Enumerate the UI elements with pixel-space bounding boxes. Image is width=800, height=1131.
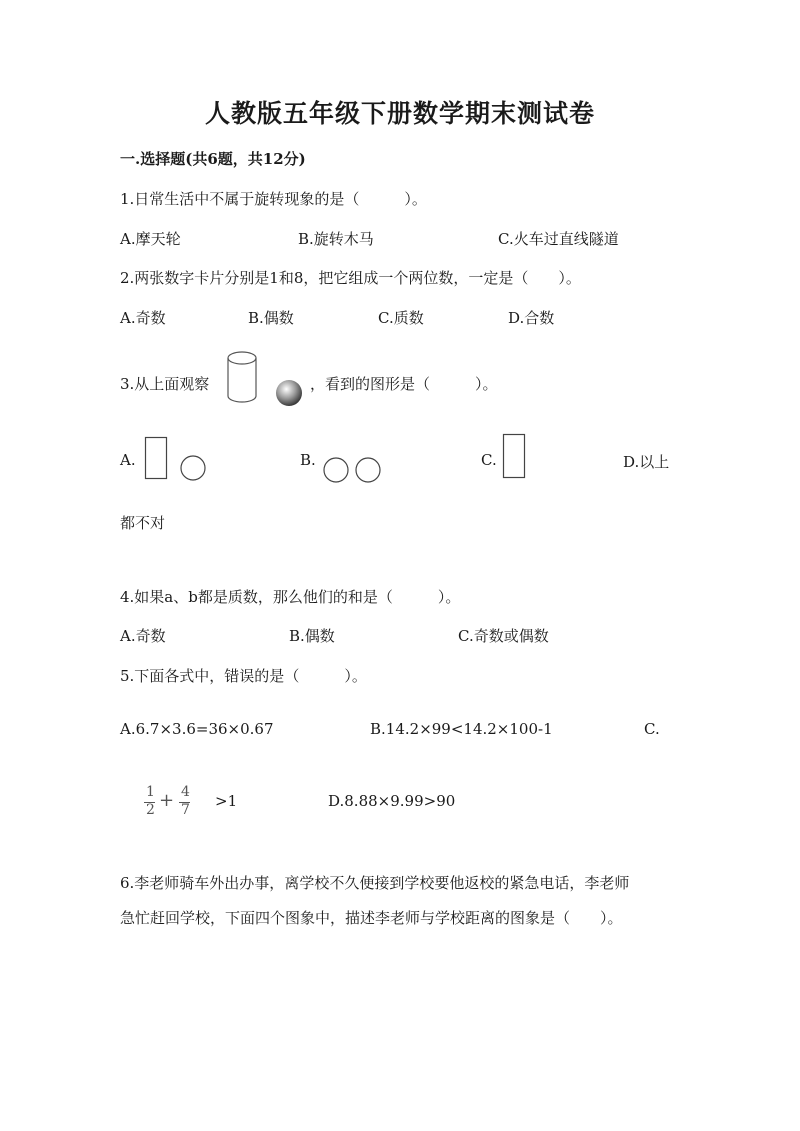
question-4-option-c: C.奇数或偶数 [458,627,549,645]
question-2-option-a: A.奇数 [120,309,166,327]
cylinder-figure [222,348,262,408]
fraction-2-numerator: 4 [181,784,190,800]
question-4-option-a: A.奇数 [120,627,166,645]
fraction-1-numerator: 1 [146,784,155,800]
fraction-1-denominator: 2 [146,802,155,818]
question-1-text: 1.日常生活中不属于旋转现象的是（ ）。 [120,190,427,208]
question-5-option-a: A.6.7×3.6=36×0.67 [120,720,274,738]
plus-sign: + [159,790,175,811]
question-2-option-d: D.合数 [508,309,555,327]
question-3-option-d: D.以上 [623,453,670,471]
page-title: 人教版五年级下册数学期末测试卷 [204,99,595,128]
question-1-option-b: B.旋转木马 [298,230,374,248]
question-3-option-c: C. [481,451,497,469]
option-c-figure [502,433,528,481]
fraction-expression [143,784,193,822]
question-5-text: 5.下面各式中，错误的是（ ）。 [120,667,367,685]
section-title: 一.选择题(共6题，共12分) [120,150,306,168]
question-5-option-b: B.14.2×99<14.2×100-1 [370,720,553,738]
sphere-figure [274,378,304,408]
question-3-option-d-continued: 都不对 [120,514,166,532]
question-3-option-a: A. [120,451,136,469]
question-3-option-b: B. [300,451,316,469]
question-2-option-c: C.质数 [378,309,424,327]
question-1-option-c: C.火车过直线隧道 [498,230,619,248]
question-2-option-b: B.偶数 [248,309,294,327]
question-3-text-after: ，看到的图形是（ ）。 [310,375,498,393]
fraction-2-denominator: 7 [181,802,190,818]
question-5-option-c: C. [644,720,660,738]
question-3-text-before: 3.从上面观察 [120,375,210,393]
option-a-figure [144,436,210,482]
question-1-option-a: A.摩天轮 [120,230,181,248]
question-6-text-line-2: 急忙赶回学校，下面四个图象中，描述李老师与学校距离的图象是（ ）。 [120,909,623,927]
question-2-text: 2.两张数字卡片分别是1和8，把它组成一个两位数，一定是（ ）。 [120,269,581,287]
option-b-figure [322,456,384,484]
question-4-text: 4.如果a、b都是质数，那么他们的和是（ ）。 [120,588,461,606]
question-4-option-b: B.偶数 [289,627,335,645]
fraction-comparison: >1 [215,792,238,810]
question-5-option-d: D.8.88×9.99>90 [328,792,456,810]
question-6-text-line-1: 6.李老师骑车外出办事，离学校不久便接到学校要他返校的紧急电话，李老师 [120,874,630,892]
